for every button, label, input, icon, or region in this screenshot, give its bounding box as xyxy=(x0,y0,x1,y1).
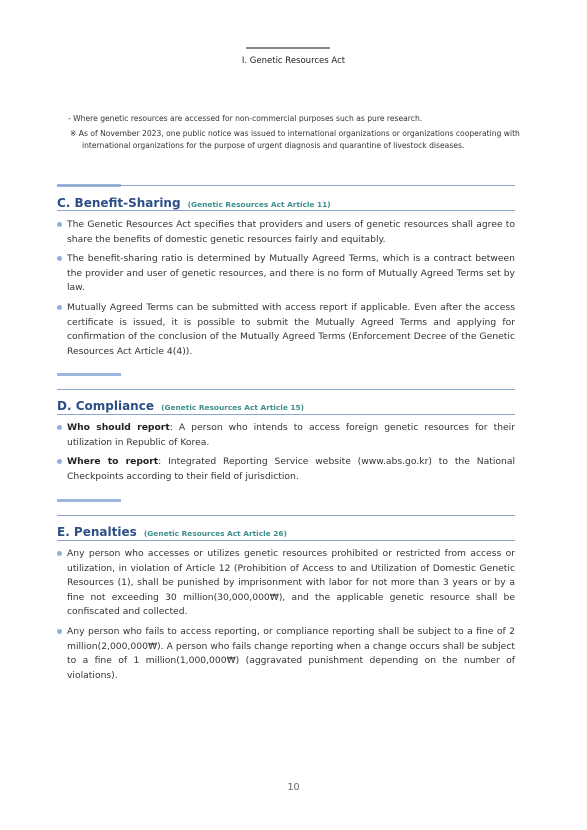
bullet-dot-icon xyxy=(57,551,62,556)
section-title-text: C. Benefit-Sharing xyxy=(57,196,181,210)
bullet-dot-icon xyxy=(57,222,62,227)
list-item-label: Who should report xyxy=(67,422,170,433)
section-title-text: E. Penalties xyxy=(57,525,137,539)
section-rule-bottom xyxy=(57,210,515,211)
section-title xyxy=(57,395,304,414)
list-item: Any person who accesses or utilizes genetic resources prohibited or restricted from access or utilization, in violation of Article 12 (Prohibition of Access to and Utilization of Domestic Genetic Resources (1), shall be punished by imprisonment with labor for not more than 3 years or by a fine not exceeding 30 million(30,000,000₩), and the applicable genetic resource shall be confiscated and collected. xyxy=(57,547,515,620)
list-item: Any person who fails to access reporting, or compliance reporting shall be subject to a fine of 2 million(2,000,000₩). A person who fails change reporting when a change occurs shall be subject to a fine of 1 million(1,000,000₩) (aggravated punishment depending on the number of violations). xyxy=(57,625,515,683)
section-accent-bar xyxy=(57,373,121,376)
section-article-ref: (Genetic Resources Act Article 15) xyxy=(161,403,305,412)
list-item: The benefit-sharing ratio is determined by Mutually Agreed Terms, which is a contract between the provider and user of genetic resources, and there is no form of Mutually Agreed Terms set by law. xyxy=(57,252,515,296)
page-number: 10 xyxy=(287,782,300,793)
list-item-label: Where to report xyxy=(67,456,159,468)
benefit-sharing-list xyxy=(57,218,515,364)
section-title xyxy=(57,192,331,211)
bullet-dot-icon xyxy=(57,425,62,430)
note-public-notice xyxy=(70,128,520,152)
section-title xyxy=(57,521,287,540)
section-rule-bottom xyxy=(57,540,515,541)
section-rule-top xyxy=(57,185,515,186)
list-item: The Genetic Resources Act specifies that providers and users of genetic resources shall agree to share the benefits of domestic genetic resources fairly and equitably. xyxy=(57,218,515,247)
bullet-dot-icon xyxy=(57,459,62,464)
section-title-text: D. Compliance xyxy=(57,399,154,413)
bullet-dot-icon xyxy=(57,305,62,310)
section-rule-top xyxy=(57,515,515,516)
list-item: Mutually Agreed Terms can be submitted with access report if applicable. Even after the access certificate is issued, it is possible to submit the Mutually Agreed Terms and applying for confirmation of the conclusion of the Mutually Agreed Terms (Enforcement Decree of the Genetic Resources Act Article 4(4)). xyxy=(57,301,515,359)
section-compliance-header xyxy=(57,373,515,415)
section-penalties-header xyxy=(57,499,515,541)
bullet-dot-icon xyxy=(57,629,62,634)
header-rule xyxy=(246,47,330,49)
section-rule-bottom xyxy=(57,414,515,415)
section-accent-bar xyxy=(57,499,121,502)
section-rule-top xyxy=(57,389,515,390)
note-public-notice-line2: international organizations for the purpose of urgent diagnosis and quarantine of livestock diseases. xyxy=(82,141,465,150)
section-article-ref: (Genetic Resources Act Article 11) xyxy=(187,200,331,209)
compliance-list xyxy=(57,421,515,489)
section-benefit-sharing-header xyxy=(57,182,515,212)
list-item: Who should report: A person who intends to access foreign genetic resources for their utilization in Republic of Korea. xyxy=(57,421,515,450)
section-article-ref: (Genetic Resources Act Article 26) xyxy=(143,529,287,538)
note-public-notice-line1: ※ As of November 2023, one public notice was issued to international organizations or organizations cooperating with xyxy=(70,129,520,138)
penalties-list xyxy=(57,547,515,688)
bullet-dot-icon xyxy=(57,256,62,261)
list-item: Where to report: Integrated Reporting Service website (www.abs.go.kr) to the National Checkpoints according to their field of jurisdiction. xyxy=(57,455,515,484)
note-noncommercial: - Where genetic resources are accessed for non-commercial purposes such as pure research. xyxy=(68,114,423,123)
running-header: Ⅰ. Genetic Resources Act xyxy=(241,56,346,66)
